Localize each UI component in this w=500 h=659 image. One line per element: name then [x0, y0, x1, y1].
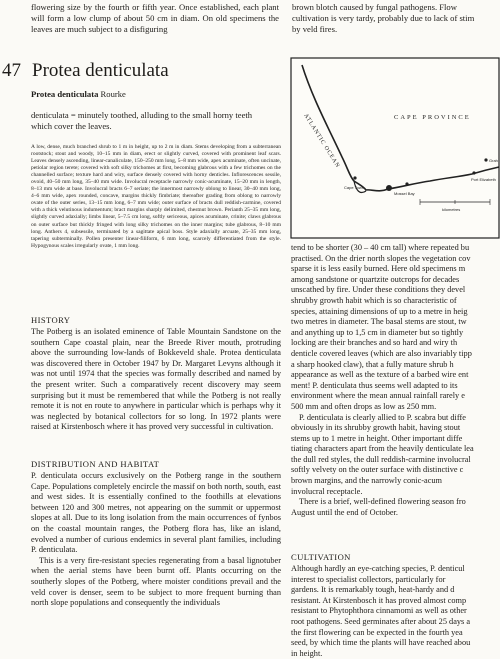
cape-town-marker [353, 176, 356, 179]
text-line: seed, by which time the plants will have reached abou [291, 638, 471, 648]
text-line: brown margins, and the narrowly conic-acum [291, 476, 442, 486]
text-line: involucral receptacle. [291, 486, 363, 496]
species-title: Protea denticulata [32, 60, 169, 81]
text-line: the first flowering can be expected in the fourth yea [291, 627, 463, 637]
place-label-port-elizabeth: Port Elizabeth [471, 177, 496, 182]
text-line: two metres in diameter. The basal stems are stout, tw [291, 317, 467, 327]
distribution-map [290, 57, 500, 239]
distribution-heading: DISTRIBUTION AND HABITAT [31, 459, 160, 469]
binomial-author: Rourke [100, 89, 126, 99]
botanical-description: A low, dense, much branched shrub to 1 m in height, up to 2 m in diam. Stems developing from a subterranean rootstock; stout and woody, 10–15 mm in diam, erect or slightly curved, covered with prominent leaf scars. Leaves densely ascending, linear-canaliculate, 150–250 mm long, 5–8 mm wide, apex acuminate, often uncinate, petiolar region terete; covered with soft silky trichomes at first, becoming glabrous with a few trichomes on the channelled surface; texture hard and wiry, surface densely covered with horny denticles. Inflorescences sessile, ovoid, 40–50 mm long, 35–40 mm wide. Involucral receptacle narrowly conic-acuminate, 15–20 mm in length, 8–13 mm wide at base. Involucral bracts 6–7 seriate; the innermost narrowly oblong to linear, 30–40 mm long, 4–6 mm wide, apex rounded, concave, margins thickly fimbriate; thereafter grading from oblong to narrowly ovate of the outer series, 13–15 mm long, 6–7 mm wide; outer surface of bracts dull reddish-carmine, covered with a thick velutinous indumentum; bract margins sharply delimited, chestnut brown. Perianth 25–35 mm long, slightly curved adaxially; limbs linear, 5–7.5 cm long, softly sericeous, apices acuminate, crinite; claws glabrous on outer surface but thickly fringed with long silky trichomes on the inner margins; tube glabrous, 8–10 mm long. Anthers 4, subsessile, terminated by a sagittate apical boss. Style adaxially arcuate, 25–35 mm long, tapering subterminally. Pollen presenter linear-filiform, 6 mm long, scarcely differentiated from the style. Hypogynous scales irregularly ovate, 1 mm long. [31, 144, 281, 249]
text-line: stems up to 1 metre in height. Other important diffe [291, 433, 463, 443]
place-label-mossel-bay: Mossel Bay [394, 191, 415, 196]
paragraph: This is a very fire-resistant species regenerating from a basal lignotuber when the aerial stems have been burnt off. Plants occurring on the southerly slopes of the Potberg, where moister conditions prevail and the veld cover is denser, seem to be subject to more frequent burning than north slope populations and consequently the individuals [31, 555, 281, 608]
species-binomial [31, 89, 126, 100]
text-line: locking are their branches and so hard and wiry th [291, 338, 458, 348]
binomial-name: Protea denticulata [31, 89, 99, 99]
text-line: practised. On the drier north slopes the vegetation cov [291, 253, 471, 263]
distribution-text [31, 471, 281, 609]
cultivation-text [291, 564, 500, 659]
text-line: resistant. At Kirstenbosch it has proved almost comp [291, 595, 467, 605]
text-line: August until the end of October. [291, 507, 398, 517]
text-line: sparse it is less easily burned. Here old specimens m [291, 264, 466, 274]
text-line: cultivation is very tardy, probably due to lack of stim [292, 13, 475, 24]
text-line: appearance as well as the texture of a barbed wire ent [291, 370, 469, 380]
text-line: obviously in its shrubby growth habit, having stout [291, 423, 461, 433]
text-line: ment! P. denticulata thus seems well adapted to its [291, 380, 458, 390]
text-line: tiating characters apart from the heavily denticulate lea [291, 444, 474, 454]
map-frame [291, 58, 499, 238]
text-line: shrubby growth habit which is so characteristic of [291, 295, 457, 305]
text-line: in height. [291, 648, 323, 658]
text-line: tend to be shorter (30 – 40 cm tall) where repeated bu [291, 243, 470, 252]
text-line: species, attaining dimensions of up to a metre in heig [291, 306, 468, 316]
text-line: softly velvety on the outer surface with distinctive c [291, 465, 464, 475]
place-label-cape-town: Cape Town [344, 185, 364, 190]
text-line: interest to specialist collectors, particularly for [291, 574, 446, 584]
history-text: The Potberg is an isolated eminence of Table Mountain Sandstone on the southern Cape coastal plain, near the Breede River mouth, protruding above the surrounding low-lands of Bokkeveld shale. Protea denticulata was discovered there in October 1947 by Dr. Margaret Levyns although it was not until 1974 that the species was formally described and named by the present writer. Such a comparatively recent discovery may seem surprising but it must be remembered that while the Potberg is not really remote it is not en route to anywhere in particular which is perhaps why it was neglected by botanical collectors for so long. In 1972 plants were raised at Kirstenbosch where it has proved very successful in cultivation. [31, 327, 281, 432]
potberg-locality-marker [386, 185, 392, 191]
text-line: resistant to Phytophthora cinnamomi as well as other [291, 606, 467, 616]
province-label: CAPE PROVINCE [394, 114, 471, 121]
text-line: unscathed by fire. Under these conditions they devel [291, 285, 466, 295]
mossel-bay-marker [405, 182, 408, 185]
text-line: denticle covered leaves (which are also invariably tipp [291, 348, 472, 358]
scale-label: kilometres [442, 207, 461, 212]
text-line: among sandstone or quartzite outcrops for decades [291, 274, 460, 284]
ocean-label: ATLANTIC OCEAN [302, 112, 341, 170]
species-number: 47 [2, 60, 21, 81]
history-heading: HISTORY [31, 315, 71, 325]
text-line: brown blotch caused by fungal pathogens. Flow [292, 2, 457, 12]
paragraph: P. denticulata occurs exclusively on the Potberg range in the southern Cape. Populations completely encircle the massif on both north, south, east and west sides. It is essentially confined to the foothills at elevations between 120 and 300 metres, not appearing on the summit or uppermost slopes at all. Due to its long isolation from the main occurrences of fynbos on the coastal mountain ranges, the Potberg flora has, like an island, evolved a number of curious endemics in several plant families, including P. denticulata. [31, 471, 281, 555]
text-line: environment where the mean annual rainfall rarely e [291, 391, 465, 401]
previous-species-continuation-right [292, 2, 500, 36]
text-line: 500 mm and often drops as low as 250 mm. [291, 401, 437, 411]
text-line: by veld fires. [292, 24, 338, 35]
etymology: denticulata = minutely toothed, alluding to the small horny teeth which cover the leaves. [31, 110, 253, 131]
port-elizabeth-marker [472, 171, 475, 174]
grahamstown-marker [484, 158, 487, 161]
text-line: Although hardly an eye-catching species, P. denticul [291, 564, 465, 573]
cultivation-heading: CULTIVATION [291, 552, 351, 562]
previous-species-continuation: flowering size by the fourth or fifth year. Once established, each plant will form a low clump of about 50 cm in diam. On old specimens the leaves are much subject to a disfiguring [31, 2, 279, 35]
text-line: and anything up to 1,5 cm in diameter but so tightly [291, 327, 464, 337]
text-line: gardens. It is remarkably tough, heat-hardy and d [291, 585, 455, 595]
text-line: There is a brief, well-defined flowering season fro [299, 497, 466, 507]
text-line: the dull red styles, the dull reddish-carmine involucral [291, 454, 471, 464]
right-column-text [291, 243, 500, 518]
text-line: P. denticulata is clearly allied to P. scabra but diffe [299, 412, 466, 422]
text-line: root pathogens. Seed germinates after about 25 days a [291, 616, 471, 626]
place-label-grahamstown: Grah [489, 158, 498, 163]
text-line: a sharp hooked claw), that a fully mature shrub h [291, 359, 454, 369]
